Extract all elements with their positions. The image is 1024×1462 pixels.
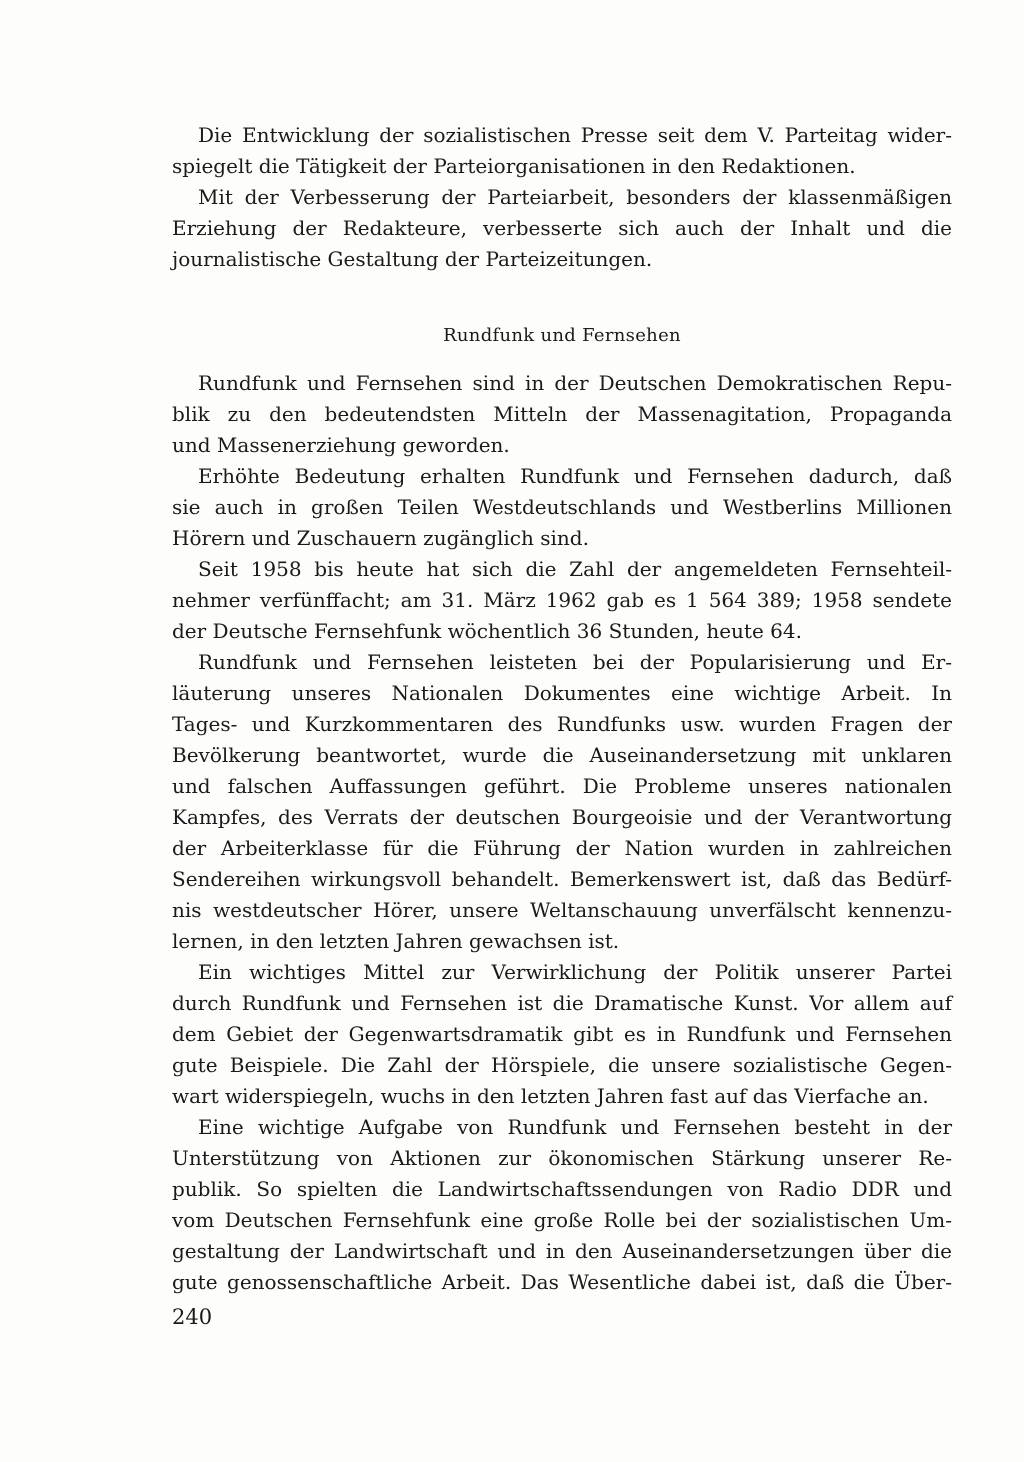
text-line: Hörern und Zuschauern zugänglich sind.: [172, 526, 589, 550]
text-line: Kampfes, des Verrats der deutschen Bourgeoisie und der Verantwortung: [172, 805, 952, 829]
text-line: läuterung unseres Nationalen Dokumentes eine wichtige Arbeit. In: [172, 681, 952, 705]
text-line: Rundfunk und Fernsehen sind in der Deutschen Demokratischen Repu-: [198, 371, 952, 395]
text-line: Mit der Verbesserung der Parteiarbeit, besonders der klassenmäßigen: [198, 185, 952, 209]
text-line: und falschen Auffassungen geführt. Die Probleme unseres nationalen: [172, 774, 952, 798]
page-number: 240: [172, 1305, 213, 1329]
text-line: gestaltung der Landwirtschaft und in den Auseinandersetzungen über die: [172, 1239, 952, 1263]
text-line: Eine wichtige Aufgabe von Rundfunk und Fernsehen besteht in der: [198, 1115, 952, 1139]
text-line: gute genossenschaftliche Arbeit. Das Wesentliche dabei ist, daß die Über-: [172, 1270, 952, 1294]
text-line: Unterstützung von Aktionen zur ökonomischen Stärkung unserer Re-: [172, 1146, 952, 1170]
text-line: vom Deutschen Fernsehfunk eine große Rolle bei der sozialistischen Um-: [172, 1208, 952, 1232]
intro-paragraphs: [172, 120, 952, 275]
text-line: nis westdeutscher Hörer, unsere Weltanschauung unverfälscht kennenzu-: [172, 898, 952, 922]
text-line: sie auch in großen Teilen Westdeutschlands und Westberlins Millionen: [172, 495, 952, 519]
text-line: durch Rundfunk und Fernsehen ist die Dramatische Kunst. Vor allem auf: [172, 991, 952, 1015]
text-line: Rundfunk und Fernsehen leisteten bei der Popularisierung und Er-: [198, 650, 952, 674]
text-line: und Massenerziehung geworden.: [172, 433, 510, 457]
text-line: Ein wichtiges Mittel zur Verwirklichung der Politik unserer Partei: [198, 960, 952, 984]
text-line: der Deutsche Fernsehfunk wöchentlich 36 Stunden, heute 64.: [172, 619, 802, 643]
text-line: wart widerspiegeln, wuchs in den letzten Jahren fast auf das Vierfache an.: [172, 1084, 929, 1108]
text-line: Sendereihen wirkungsvoll behandelt. Bemerkenswert ist, daß das Bedürf-: [172, 867, 952, 891]
text-line: Erhöhte Bedeutung erhalten Rundfunk und Fernsehen dadurch, daß: [198, 464, 952, 488]
text-line: publik. So spielten die Landwirtschaftssendungen von Radio DDR und: [172, 1177, 952, 1201]
text-line: der Arbeiterklasse für die Führung der Nation wurden in zahlreichen: [172, 836, 952, 860]
text-line: nehmer verfünffacht; am 31. März 1962 gab es 1 564 389; 1958 sendete: [172, 588, 952, 612]
text-line: Erziehung der Redakteure, verbesserte sich auch der Inhalt und die: [172, 216, 952, 240]
text-line: journalistische Gestaltung der Parteizeitungen.: [172, 247, 653, 271]
section-heading: Rundfunk und Fernsehen: [443, 325, 681, 346]
text-line: Seit 1958 bis heute hat sich die Zahl der angemeldeten Fernsehteil-: [198, 557, 952, 581]
text-line: lernen, in den letzten Jahren gewachsen ist.: [172, 929, 620, 953]
text-line: Bevölkerung beantwortet, wurde die Auseinandersetzung mit unklaren: [172, 743, 952, 767]
text-line: dem Gebiet der Gegenwartsdramatik gibt es in Rundfunk und Fernsehen: [172, 1022, 952, 1046]
text-line: Tages- und Kurzkommentaren des Rundfunks usw. wurden Fragen der: [172, 712, 952, 736]
body-paragraphs: [172, 368, 952, 1298]
text-line: blik zu den bedeutendsten Mitteln der Massenagitation, Propaganda: [172, 402, 952, 426]
text-line: spiegelt die Tätigkeit der Parteiorganisationen in den Redaktionen.: [172, 154, 856, 178]
text-line: gute Beispiele. Die Zahl der Hörspiele, die unsere sozialistische Gegen-: [172, 1053, 952, 1077]
text-line: Die Entwicklung der sozialistischen Presse seit dem V. Parteitag wider-: [198, 123, 952, 147]
